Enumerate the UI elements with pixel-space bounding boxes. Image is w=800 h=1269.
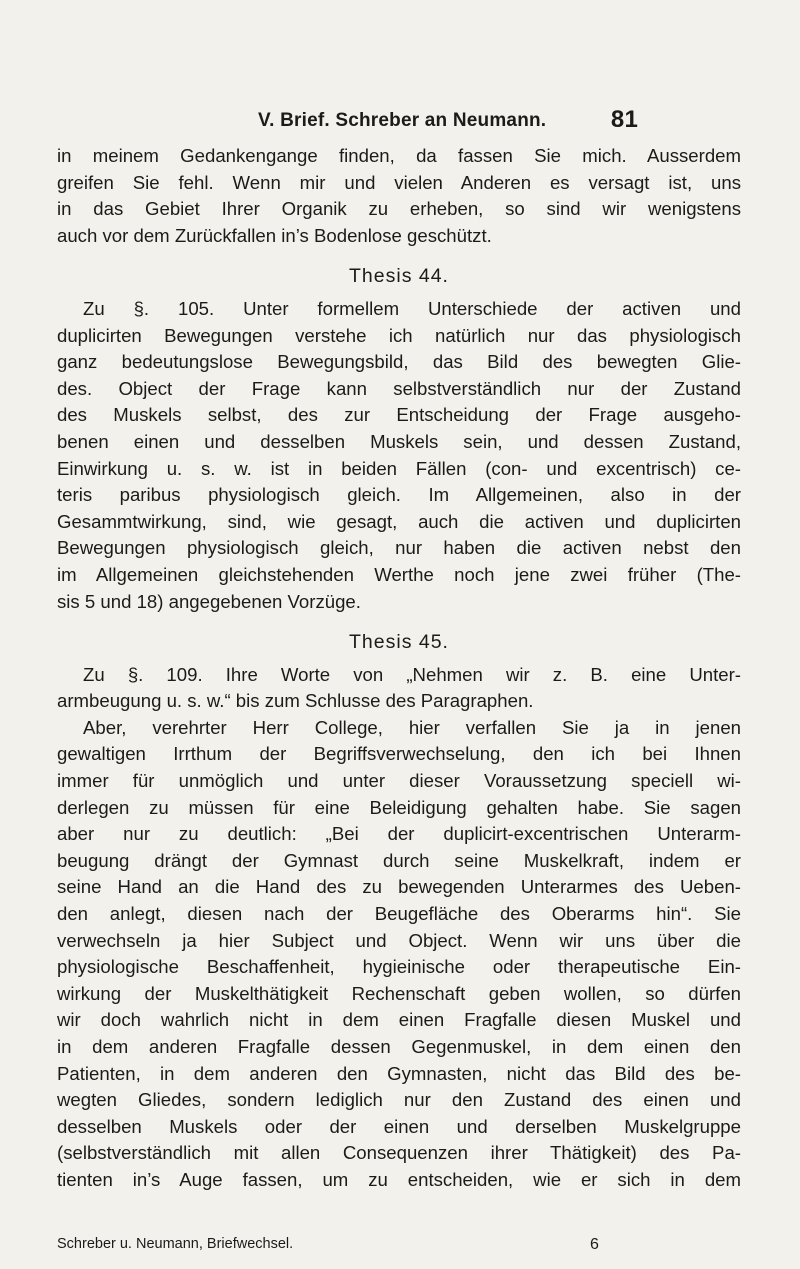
text-line: wir doch wahrlich nicht in dem einen Fragfalle diesen Muskel und: [57, 1009, 741, 1031]
text-line: immer für unmöglich und unter dieser Voraussetzung speciell wi-: [57, 770, 741, 792]
text-line: Zu §. 105. Unter formellem Unterschiede der activen und: [83, 297, 741, 319]
text-line: den anlegt, diesen nach der Beugefläche des Oberarms hin“. Sie: [57, 903, 741, 925]
text-line: Patienten, in dem anderen den Gymnasten, nicht das Bild des be-: [57, 1062, 741, 1084]
text-line: auch vor dem Zurückfallen in’s Bodenlose geschützt.: [57, 224, 492, 246]
text-line: Bewegungen physiologisch gleich, nur haben die activen nebst den: [57, 537, 741, 559]
text-line: Einwirkung u. s. w. ist in beiden Fällen (con- und excentrisch) ce-: [57, 457, 741, 479]
running-head-title: V. Brief. Schreber an Neumann.: [258, 110, 547, 131]
page-number: 81: [610, 106, 638, 133]
section-heading: Thesis 45.: [349, 631, 449, 654]
text-line: sis 5 und 18) angegebenen Vorzüge.: [57, 590, 361, 612]
text-line: ganz bedeutungslose Bewegungsbild, das Bild des bewegten Glie-: [57, 351, 741, 373]
text-line: greifen Sie fehl. Wenn mir und vielen Anderen es versagt ist, uns: [57, 171, 741, 193]
text-line: in meinem Gedankengange finden, da fassen Sie mich. Ausserdem: [57, 145, 741, 166]
body-text: [57, 143, 741, 1194]
text-line: Gesammtwirkung, sind, wie gesagt, auch die activen und duplicirten: [57, 510, 741, 532]
running-head: [258, 106, 638, 136]
text-line: in dem anderen Fragfalle dessen Gegenmuskel, in dem einen den: [57, 1036, 741, 1057]
text-line: armbeugung u. s. w.“ bis zum Schlusse des Paragraphen.: [57, 690, 534, 712]
text-line: in das Gebiet Ihrer Organik zu erheben, so sind wir wenigstens: [57, 198, 741, 220]
text-line: Zu §. 109. Ihre Worte von „Nehmen wir z. B. eine Unter-: [83, 663, 741, 685]
text-line: desselben Muskels oder der einen und derselben Muskelgruppe: [57, 1115, 741, 1137]
text-line: des Muskels selbst, des zur Entscheidung der Frage ausgeho-: [57, 404, 741, 426]
text-line: derlegen zu müssen für eine Beleidigung gehalten habe. Sie sagen: [57, 796, 741, 818]
text-line: gewaltigen Irrthum der Begriffsverwechselung, den ich bei Ihnen: [57, 743, 741, 765]
text-line: benen einen und desselben Muskels sein, und dessen Zustand,: [57, 430, 741, 452]
text-line: Aber, verehrter Herr College, hier verfallen Sie ja in jenen: [83, 716, 741, 738]
text-line: tienten in’s Auge fassen, um zu entscheiden, wie er sich in dem: [57, 1168, 741, 1190]
text-line: beugung drängt der Gymnast durch seine Muskelkraft, indem er: [57, 849, 741, 871]
text-line: wirkung der Muskelthätigkeit Rechenschaft geben wollen, so dürfen: [57, 982, 741, 1004]
text-line: duplicirten Bewegungen verstehe ich natürlich nur das physiologisch: [57, 324, 741, 346]
text-line: physiologische Beschaffenheit, hygieinische oder therapeutische Ein-: [57, 956, 741, 978]
text-line: teris paribus physiologisch gleich. Im Allgemeinen, also in der: [57, 484, 741, 506]
text-line: im Allgemeinen gleichstehenden Werthe noch jene zwei früher (The-: [57, 563, 741, 585]
text-line: verwechseln ja hier Subject und Object. Wenn wir uns über die: [57, 929, 741, 951]
page-footer: [57, 1236, 617, 1258]
text-line: seine Hand an die Hand des zu bewegenden Unterarmes des Ueben-: [57, 876, 741, 898]
text-line: des. Object der Frage kann selbstverständlich nur der Zustand: [57, 377, 741, 399]
signature-mark: 6: [590, 1236, 599, 1253]
text-line: wegten Gliedes, sondern lediglich nur den Zustand des einen und: [57, 1089, 741, 1111]
footer-source: Schreber u. Neumann, Briefwechsel.: [57, 1236, 294, 1252]
text-line: (selbstverständlich mit allen Consequenzen ihrer Thätigkeit) des Pa-: [57, 1142, 741, 1164]
section-heading: Thesis 44.: [349, 265, 449, 288]
text-line: aber nur zu deutlich: „Bei der duplicirt-excentrischen Unterarm-: [57, 823, 741, 845]
